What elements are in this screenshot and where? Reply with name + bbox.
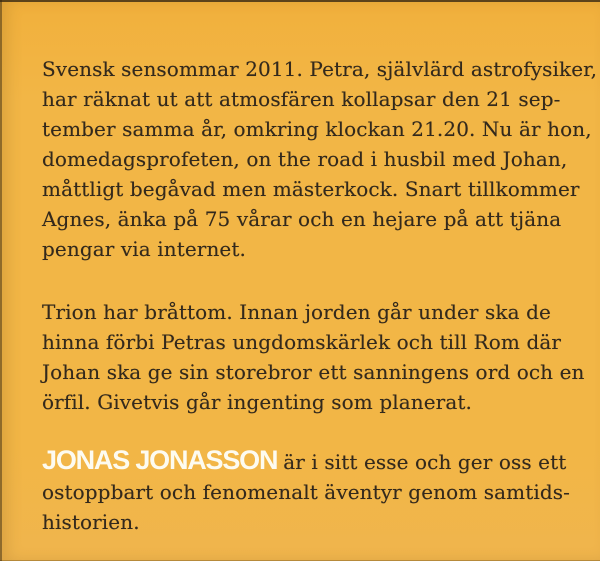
text-line: Agnes, änka på 75 vårar och en hejare på att tjäna [42,207,562,231]
text-line: Johan ska ge sin storebror ett sanningens ord och en [42,360,585,384]
text-line: har räknat ut att atmosfären kollapsar den 21 sep- [42,87,561,111]
text-line: domedagsprofeten, on the road i husbil med Johan, [42,147,568,171]
text-line: ostoppbart och fenomenalt äventyr genom samtids- [42,480,570,504]
text-line: pengar via internet. [42,237,246,261]
author-name: JONAS JONASSON [42,445,278,475]
text-line: örfil. Givetvis går ingenting som planerat. [42,390,472,414]
text-line: tember samma år, omkring klockan 21.20. Nu är hon, [42,117,592,141]
text-line: historien. [42,510,140,534]
text-line: hinna förbi Petras ungdomskärlek och till Rom där [42,330,562,354]
paragraph-author [42,445,580,537]
text-line: Svensk sensommar 2011. Petra, självlärd astrofysiker, [42,57,598,81]
author-line-text: är i sitt esse och ger oss ett [283,450,567,474]
text-line [42,445,580,477]
text-line: måttligt begåvad men mästerkock. Snart tillkommer [42,177,580,201]
blurb-text-block [42,54,598,537]
paragraph-synopsis-2 [42,297,585,417]
paragraph-synopsis-1 [42,54,598,264]
text-line: Trion har bråttom. Innan jorden går under ska de [42,300,551,324]
